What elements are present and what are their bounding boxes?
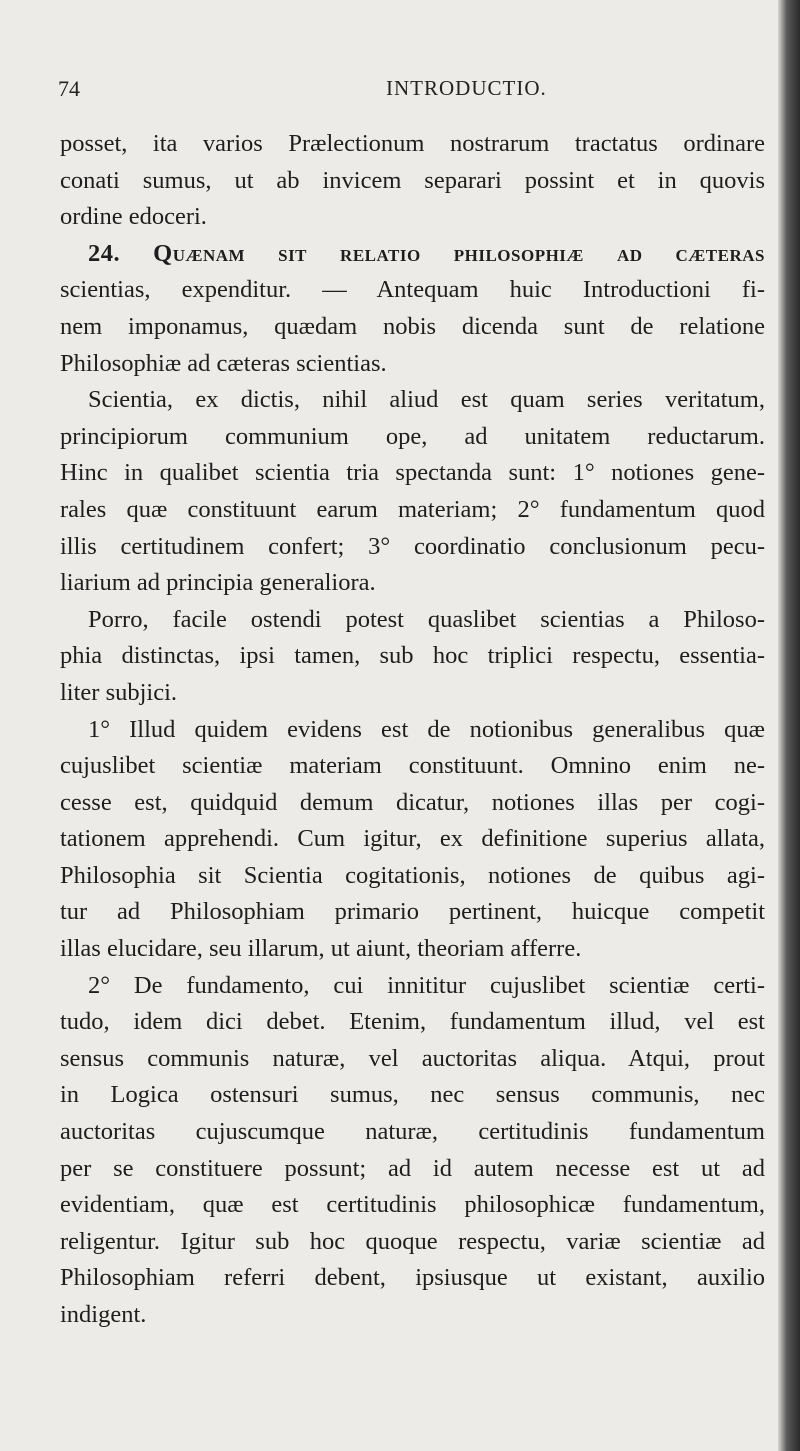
section-heading-line: 24. Quænam sit relatio philosophiæ ad cæteras <box>88 239 765 267</box>
page-number: 74 <box>58 76 80 101</box>
text-line: illas elucidare, seu illarum, ut aiunt, theoriam afferre. <box>60 935 582 963</box>
text-line: nem imponamus, quædam nobis dicenda sunt de relatione <box>60 312 765 340</box>
text-line: 2° De fundamento, cui innititur cujuslibet scientiæ certi- <box>88 971 765 999</box>
text-line: sensus communis naturæ, vel auctoritas aliqua. Atqui, prout <box>60 1044 765 1072</box>
text-line: ordine edoceri. <box>60 203 207 231</box>
text-line: religentur. Igitur sub hoc quoque respectu, variæ scientiæ ad <box>60 1227 765 1255</box>
text-line: tationem apprehendi. Cum igitur, ex definitione superius allata, <box>60 825 765 853</box>
text-line: liter subjici. <box>60 678 178 706</box>
text-line: tudo, idem dici debet. Etenim, fundamentum illud, vel est <box>60 1008 765 1036</box>
text-line: cesse est, quidquid demum dicatur, notiones illas per cogi- <box>60 788 765 816</box>
text-line: rales quæ constituunt earum materiam; 2° fundamentum quod <box>60 495 765 523</box>
text-line: Philosophiæ ad cæteras scientias. <box>60 349 387 377</box>
text-line: liarium ad principia generaliora. <box>60 569 376 597</box>
text-line: principiorum communium ope, ad unitatem reductarum. <box>60 422 765 450</box>
page-header <box>58 76 758 106</box>
running-title: INTRODUCTIO. <box>386 76 547 100</box>
text-line: 1° Illud quidem evidens est de notionibus generalibus quæ <box>88 715 765 743</box>
text-line: per se constituere possunt; ad id autem necesse est ut ad <box>60 1154 765 1182</box>
text-line: Philosophia sit Scientia cogitationis, notiones de quibus agi- <box>60 861 765 889</box>
text-line: in Logica ostensuri sumus, nec sensus communis, nec <box>60 1081 765 1109</box>
text-line: evidentiam, quæ est certitudinis philosophicæ fundamentum, <box>60 1191 765 1219</box>
text-line: Porro, facile ostendi potest quaslibet scientias a Philoso- <box>88 605 765 633</box>
text-line: Hinc in qualibet scientia tria spectanda sunt: 1° notiones gene- <box>60 459 765 487</box>
text-line: illis certitudinem confert; 3° coordinatio conclusionum pecu- <box>60 532 765 560</box>
text-line: Scientia, ex dictis, nihil aliud est quam series veritatum, <box>88 386 765 414</box>
text-line: posset, ita varios Prælectionum nostrarum tractatus ordinare <box>60 130 765 157</box>
section-heading-line: scientias, expenditur. — Antequam huic Introductioni fi- <box>60 276 765 304</box>
text-line: Philosophiam referri debent, ipsiusque ut existant, auxilio <box>60 1264 765 1292</box>
body-text <box>60 126 765 1334</box>
text-line: auctoritas cujuscumque naturæ, certitudinis fundamentum <box>60 1118 765 1146</box>
text-line: phia distinctas, ipsi tamen, sub hoc triplici respectu, essentia- <box>60 642 765 670</box>
text-line: indigent. <box>60 1301 147 1328</box>
text-line: conati sumus, ut ab invicem separari possint et in quovis <box>60 166 765 194</box>
text-line: tur ad Philosophiam primario pertinent, huicque competit <box>60 898 765 926</box>
text-line: cujuslibet scientiæ materiam constituunt. Omnino enim ne- <box>60 752 765 780</box>
page-edge-shadow <box>778 0 800 1451</box>
